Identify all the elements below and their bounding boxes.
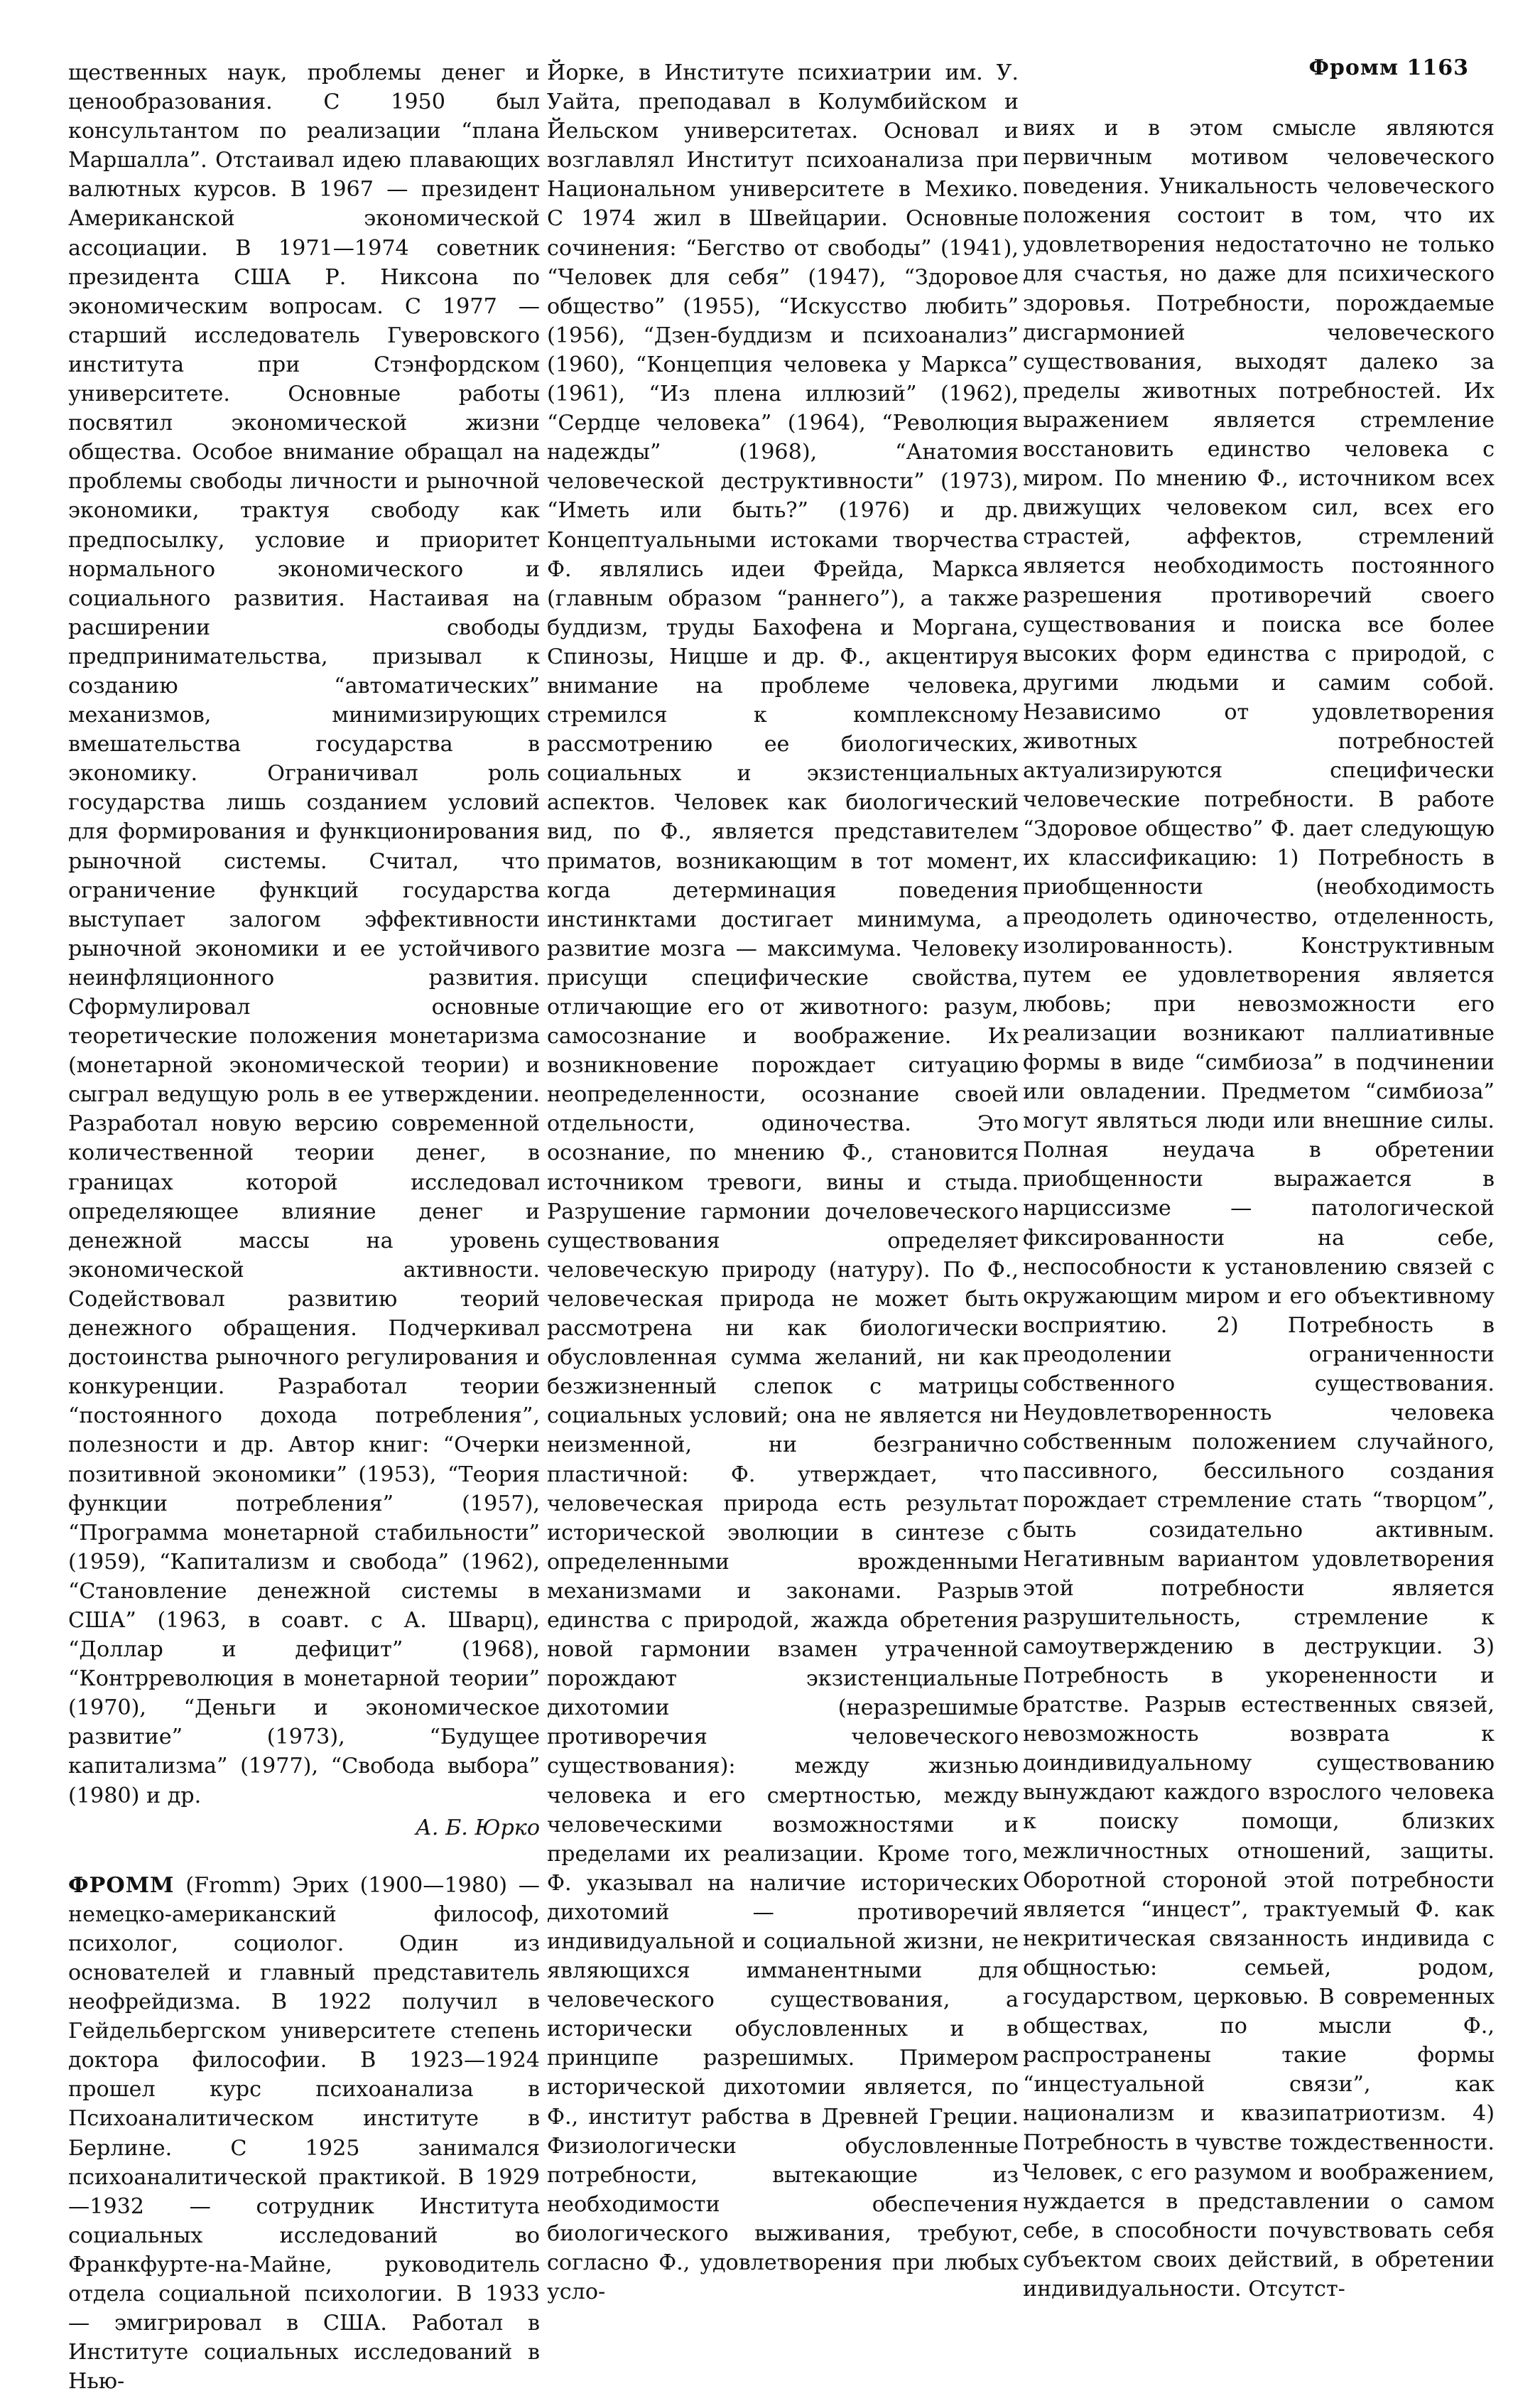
running-head bbox=[1308, 55, 1469, 80]
running-head-title: Фромм bbox=[1308, 55, 1399, 80]
text-column-right bbox=[1023, 114, 1495, 2304]
page-number: 1163 bbox=[1406, 55, 1469, 80]
text-column-middle bbox=[547, 58, 1019, 2306]
entry-text-start: (Fromm) Эрих (1900—1980) — немецко-американский философ, психолог, социолог. Один из основателей и главный представитель неофрейдизма. В 1922 получил в Гейдельбергском университете степень доктора философии. В 1923—1924 прошел курс психоанализа в Психоаналитическом институте в Берлине. С 1925 занимался психоаналитической практикой. В 1929—1932 — сотрудник Института социальных исследований во Франкфурте-на-Майне, руководитель отдела социальной психологии. В 1933 — эмигрировал в США. Работал в Институте социальных исследований в Нью- bbox=[68, 1872, 540, 2395]
author-signature: А. Б. Юрко bbox=[416, 1815, 540, 1840]
previous-entry-continuation: щественных наук, проблемы денег и ценообразования. С 1950 был консультантом по реализации “плана Маршалла”. Отстаивал идею плавающих валютных курсов. В 1967 — президент Американской экономической ассоциации. В 1971—1974 советник президента США Р. Никсона по экономическим вопросам. С 1977 — старший исследователь Гуверовского института при Стэнфордском университете. Основные работы посвятил экономической жизни общества. Особое внимание обращал на проблемы свободы личности и рыночной экономики, трактуя свободу как предпосылку, условие и приоритет нормального экономического и социального развития. Настаивая на расширении свободы предпринимательства, призывал к созданию “автоматических” механизмов, минимизирующих вмешательства государства в экономику. Ограничивал роль государства лишь созданием условий для формирования и функционирования рыночной системы. Считал, что ограничение функций государства выступает залогом эффективности рыночной экономики и ее устойчивого неинфляционного развития. Сформулировал основные теоретические положения монетаризма (монетарной экономической теории) и сыграл ведущую роль в ее утверждении. Разработал новую версию современной количественной теории денег, в границах которой исследовал определяющее влияние денег и денежной массы на уровень экономической активности. Содействовал развитию теорий денежного обращения. Подчеркивал достоинства рыночного регулирования и конкуренции. Разработал теории “постоянного дохода потребления”, полезности и др. Автор книг: “Очерки позитивной экономики” (1953), “Теория функции потребления” (1957), “Программа монетарной стабильности” (1959), “Капитализм и свобода” (1962), “Становление денежной системы в США” (1963, в соавт. с А. Шварц), “Доллар и дефицит” (1968), “Контрреволюция в монетарной теории” (1970), “Деньги и экономическое развитие” (1973), “Будущее капитализма” (1977), “Свобода выбора” (1980) и др. bbox=[68, 60, 540, 1808]
entry-fromm bbox=[68, 1871, 540, 2396]
entry-text-right: виях и в этом смысле являются первичным мотивом человеческого поведения. Уникальность человеческого положения состоит в том, что их удовлетворения недостаточно не только для счастья, но даже для психического здоровья. Потребности, порождаемые дисгармонией человеческого существования, выходят далеко за пределы животных потребностей. Их выражением является стремление восстановить единство человека с миром. По мнению Ф., источником всех движущих человеком сил, всех его страстей, аффектов, стремлений является необходимость постоянного разрешения противоречий своего существования и поиска все более высоких форм единства с природой, с другими людьми и самим собой. Независимо от удовлетворения животных потребностей актуализируются специфически человеческие потребности. В работе “Здоровое общество” Ф. дает следующую их классификацию: 1) Потребность в приобщенности (необходимость преодолеть одиночество, отделенность, изолированность). Конструктивным путем ее удовлетворения является любовь; при невозможности его реализации возникают паллиативные формы в виде “симбиоза” в подчинении или овладении. Предметом “симбиоза” могут являться люди или внешние силы. Полная неудача в обретении приобщенности выражается в нарциссизме — патологической фиксированности на себе, неспособности к установлению связей с окружающим миром и его объективному восприятию. 2) Потребность в преодолении ограниченности собственного существования. Неудовлетворенность человека собственным положением случайного, пассивного, бессильного создания порождает стремление стать “творцом”, быть созидательно активным. Негативным вариантом удовлетворения этой потребности является разрушительность, стремление к самоутверждению в деструкции. 3) Потребность в укорененности и братстве. Разрыв естественных связей, невозможность возврата к доиндивидуальному существованию вынуждают каждого взрослого человека к поиску помощи, близких межличностных отношений, защиты. Оборотной стороной этой потребности является “инцест”, трактуемый Ф. как некритическая связанность индивида с общностью: семьей, родом, государством, церковью. В современных обществах, по мысли Ф., распространены такие формы “инцестуальной связи”, как национализм и квазипатриотизм. 4) Потребность в чувстве тождественности. Человек, с его разумом и воображением, нуждается в представлении о самом себе, в способности почувствовать себя субъектом своих действий, в обретении индивидуальности. Отсутст- bbox=[1023, 116, 1495, 2301]
entry-headword: ФРОММ bbox=[68, 1872, 175, 1898]
text-column-left bbox=[68, 58, 540, 2396]
entry-text-middle: Йорке, в Институте психиатрии им. У. Уайта, преподавал в Колумбийском и Йельском университетах. Основал и возглавлял Институт психоанализа при Национальном университете в Мехико. С 1974 жил в Швейцарии. Основные сочинения: “Бегство от свободы” (1941), “Человек для себя” (1947), “Здоровое общество” (1955), “Искусство любить” (1956), “Дзен-буддизм и психоанализ” (1960), “Концепция человека у Маркса” (1961), “Из плена иллюзий” (1962), “Сердце человека” (1964), “Революция надежды” (1968), “Анатомия человеческой деструктивности” (1973), “Иметь или быть?” (1976) и др. Концептуальными истоками творчества Ф. являлись идеи Фрейда, Маркса (главным образом “раннего”), а также буддизм, труды Бахофена и Моргана, Спинозы, Ницше и др. Ф., акцентируя внимание на проблеме человека, стремился к комплексному рассмотрению ее биологических, социальных и экзистенциальных аспектов. Человек как биологический вид, по Ф., является представителем приматов, возникающим в тот момент, когда детерминация поведения инстинктами достигает минимума, а развитие мозга — максимума. Человеку присущи специфические свойства, отличающие его от животного: разум, самосознание и воображение. Их возникновение порождает ситуацию неопределенности, осознание своей отдельности, одиночества. Это осознание, по мнению Ф., становится источником тревоги, вины и стыда. Разрушение гармонии дочеловеческого существования определяет человеческую природу (натуру). По Ф., человеческая природа не может быть рассмотрена ни как биологически обусловленная сумма желаний, ни как безжизненный слепок с матрицы социальных условий; она не является ни неизменной, ни безгранично пластичной: Ф. утверждает, что человеческая природа есть результат исторической эволюции в синтезе с определенными врожденными механизмами и законами. Разрыв единства с природой, жажда обретения новой гармонии взамен утраченной порождают экзистенциальные дихотомии (неразрешимые противоречия человеческого существования): между жизнью человека и его смертностью, между человеческими возможностями и пределами их реализации. Кроме того, Ф. указывал на наличие исторических дихотомий — противоречий индивидуальной и социальной жизни, не являющихся имманентными для человеческого существования, а исторически обусловленных и в принципе разрешимых. Примером исторической дихотомии является, по Ф., институт рабства в Древней Греции. Физиологически обусловленные потребности, вытекающие из необходимости обеспечения биологического выживания, требуют, согласно Ф., удовлетворения при любых усло- bbox=[547, 60, 1019, 2305]
